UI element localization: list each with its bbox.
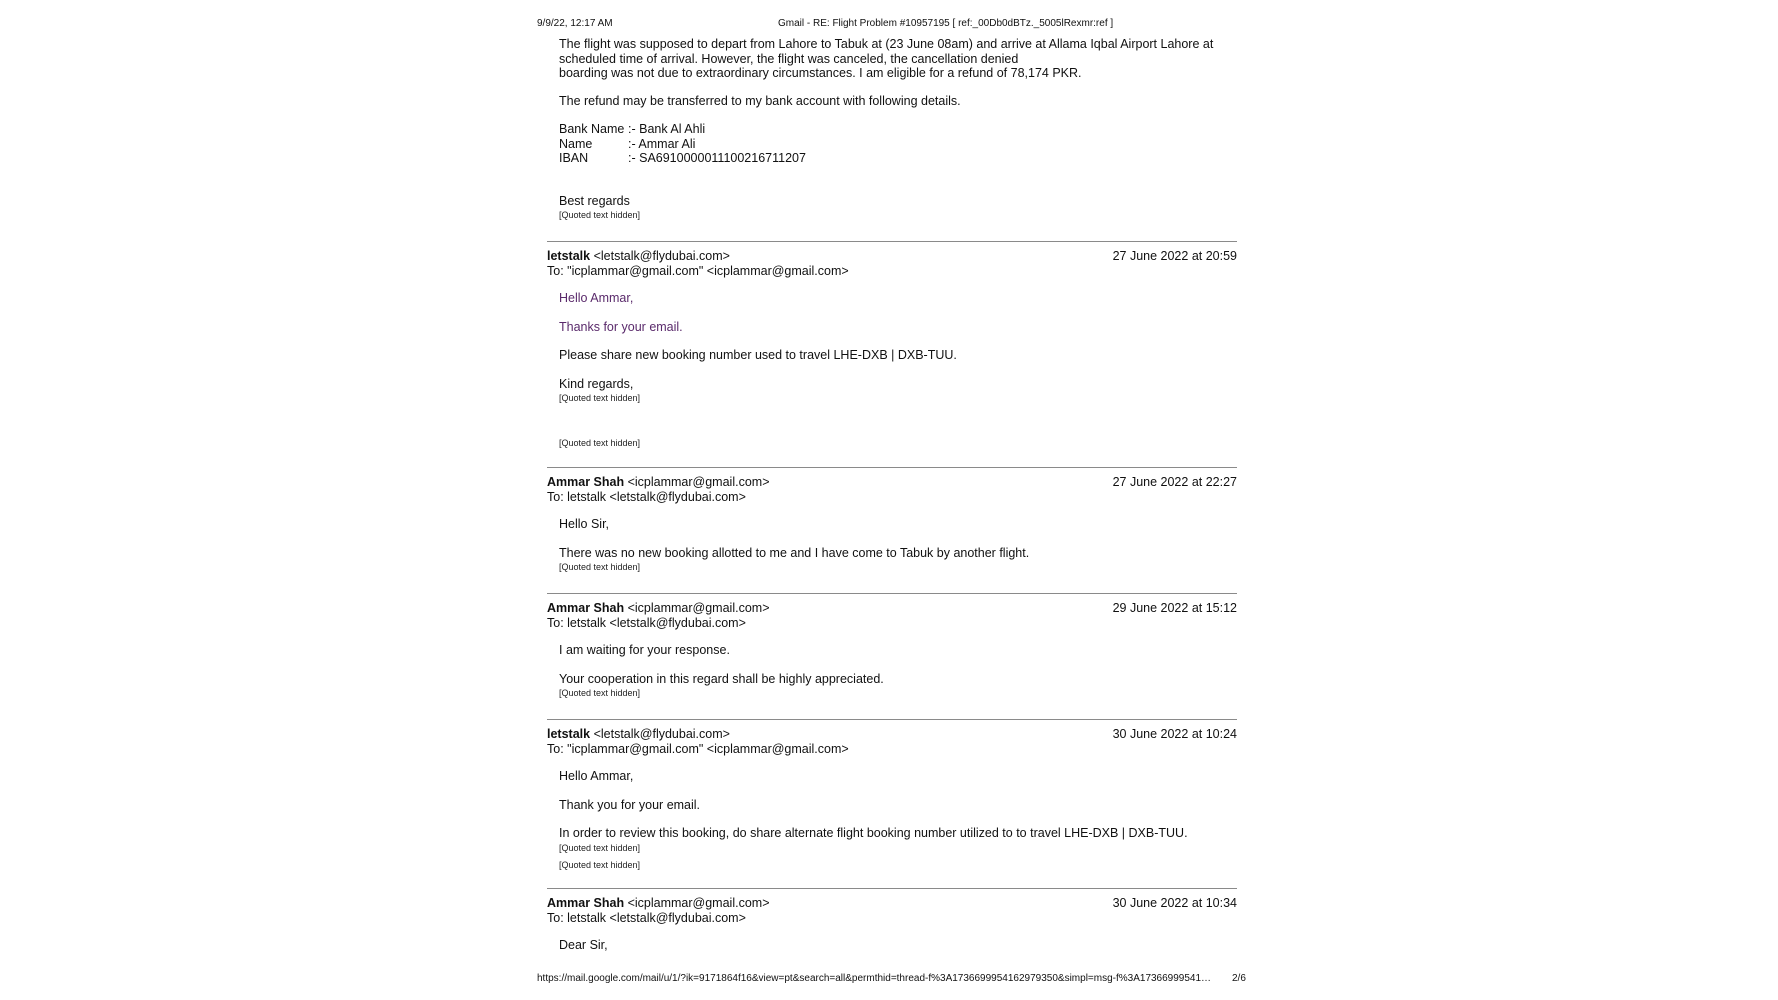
body-line: Please share new booking number used to travel LHE-DXB | DXB-TUU.	[559, 348, 957, 362]
body-line: Hello Ammar,	[559, 291, 634, 305]
sender-email: <icplammar@gmail.com>	[627, 475, 770, 489]
body-line: Dear Sir,	[559, 938, 608, 952]
sender-email: <icplammar@gmail.com>	[627, 896, 770, 910]
message-body-continued	[559, 37, 1213, 223]
sender-email: <letstalk@flydubai.com>	[593, 727, 730, 741]
sender-name: Ammar Shah	[547, 896, 625, 910]
message-2-body	[559, 517, 1029, 575]
quoted-text-hidden[interactable]: [Quoted text hidden]	[559, 393, 641, 403]
sender	[547, 727, 730, 741]
body-line: Kind regards,	[559, 376, 634, 391]
sender	[547, 249, 730, 263]
body-line: I am waiting for your response.	[559, 643, 730, 657]
divider	[547, 719, 1237, 720]
body-line: The refund may be transferred to my bank account with following details.	[559, 93, 961, 108]
quoted-text-hidden[interactable]: [Quoted text hidden]	[559, 562, 641, 572]
quoted-text-hidden[interactable]: [Quoted text hidden]	[559, 210, 641, 220]
sender-email: <icplammar@gmail.com>	[627, 601, 770, 615]
quoted-text-hidden[interactable]: [Quoted text hidden]	[559, 688, 641, 698]
message-date: 30 June 2022 at 10:24	[1112, 727, 1237, 741]
body-line: Thanks for your email.	[559, 319, 683, 334]
recipient: To: letstalk <letstalk@flydubai.com>	[547, 910, 746, 925]
page-number: 2/6	[1232, 973, 1246, 984]
body-line: The flight was supposed to depart from Lahore to Tabuk at (23 June 08am) and arrive at Allama Iqbal Airport Lahore at	[559, 37, 1214, 51]
sender	[547, 601, 770, 615]
bank-label: IBAN	[559, 151, 589, 165]
bank-label: Bank Name	[559, 122, 625, 136]
sender-name: letstalk	[547, 249, 591, 263]
message-4	[547, 719, 1237, 756]
print-datetime: 9/9/22, 12:17 AM	[537, 18, 613, 29]
divider	[547, 593, 1237, 594]
bank-value: :- Ammar Ali	[628, 136, 696, 151]
body-line: In order to review this booking, do share alternate flight booking number utilized to to travel LHE-DXB | DXB-TUU.	[559, 826, 1188, 840]
print-url: https://mail.google.com/mail/u/1/?ik=9171864f16&view=pt&search=all&permthid=thread-f%3A1736699954162979350&simpl=msg-f%3A17366999541…	[537, 973, 1212, 984]
message-date: 27 June 2022 at 22:27	[1112, 475, 1237, 489]
sender-email: <letstalk@flydubai.com>	[593, 249, 730, 263]
divider	[547, 241, 1237, 242]
divider	[547, 888, 1237, 889]
body-line: Hello Sir,	[559, 517, 610, 531]
recipient: To: "icplammar@gmail.com" <icplammar@gmail.com>	[547, 263, 849, 278]
body-line: scheduled time of arrival. However, the flight was canceled, the cancellation denied	[559, 51, 1019, 66]
message-3-body	[559, 643, 884, 701]
bank-label: Name	[559, 136, 593, 151]
message-3	[547, 593, 1237, 630]
message-5	[547, 888, 1237, 925]
closing-line: Best regards	[559, 193, 630, 208]
body-line: There was no new booking allotted to me and I have come to Tabuk by another flight.	[559, 545, 1030, 560]
quoted-text-hidden[interactable]: [Quoted text hidden]	[559, 860, 641, 870]
message-4-body	[559, 769, 1188, 873]
sender	[547, 475, 770, 489]
bank-details	[559, 122, 806, 166]
bank-value: :- SA6910000011100216711207	[628, 151, 806, 165]
quoted-text-hidden[interactable]: [Quoted text hidden]	[559, 437, 641, 448]
message-date: 30 June 2022 at 10:34	[1112, 896, 1237, 910]
sender-name: Ammar Shah	[547, 475, 625, 489]
body-line: Thank you for your email.	[559, 797, 701, 812]
message-header	[547, 727, 1237, 756]
body-line: Hello Ammar,	[559, 769, 634, 783]
body-line: boarding was not due to extraordinary circumstances. I am eligible for a refund of 78,174 PKR.	[559, 66, 1082, 80]
message-1	[547, 241, 1237, 278]
message-1-body	[559, 291, 957, 450]
message-2	[547, 467, 1237, 504]
sender	[547, 896, 770, 910]
message-5-body	[559, 938, 608, 953]
bank-value: :- Bank Al Ahli	[628, 122, 706, 136]
message-date: 29 June 2022 at 15:12	[1112, 601, 1237, 615]
message-header	[547, 601, 1237, 630]
message-header	[547, 896, 1237, 925]
quoted-text-hidden[interactable]: [Quoted text hidden]	[559, 842, 641, 853]
message-date: 27 June 2022 at 20:59	[1112, 249, 1237, 263]
divider	[547, 467, 1237, 468]
recipient: To: letstalk <letstalk@flydubai.com>	[547, 615, 746, 630]
print-title: Gmail - RE: Flight Problem #10957195 [ ref:_00Db0dBTz._5005lRexmr:ref ]	[778, 18, 1114, 29]
message-header	[547, 475, 1237, 504]
sender-name: letstalk	[547, 727, 591, 741]
recipient: To: letstalk <letstalk@flydubai.com>	[547, 489, 746, 504]
body-line: Your cooperation in this regard shall be highly appreciated.	[559, 671, 884, 686]
sender-name: Ammar Shah	[547, 601, 625, 615]
message-header	[547, 249, 1237, 278]
recipient: To: "icplammar@gmail.com" <icplammar@gmail.com>	[547, 741, 849, 756]
